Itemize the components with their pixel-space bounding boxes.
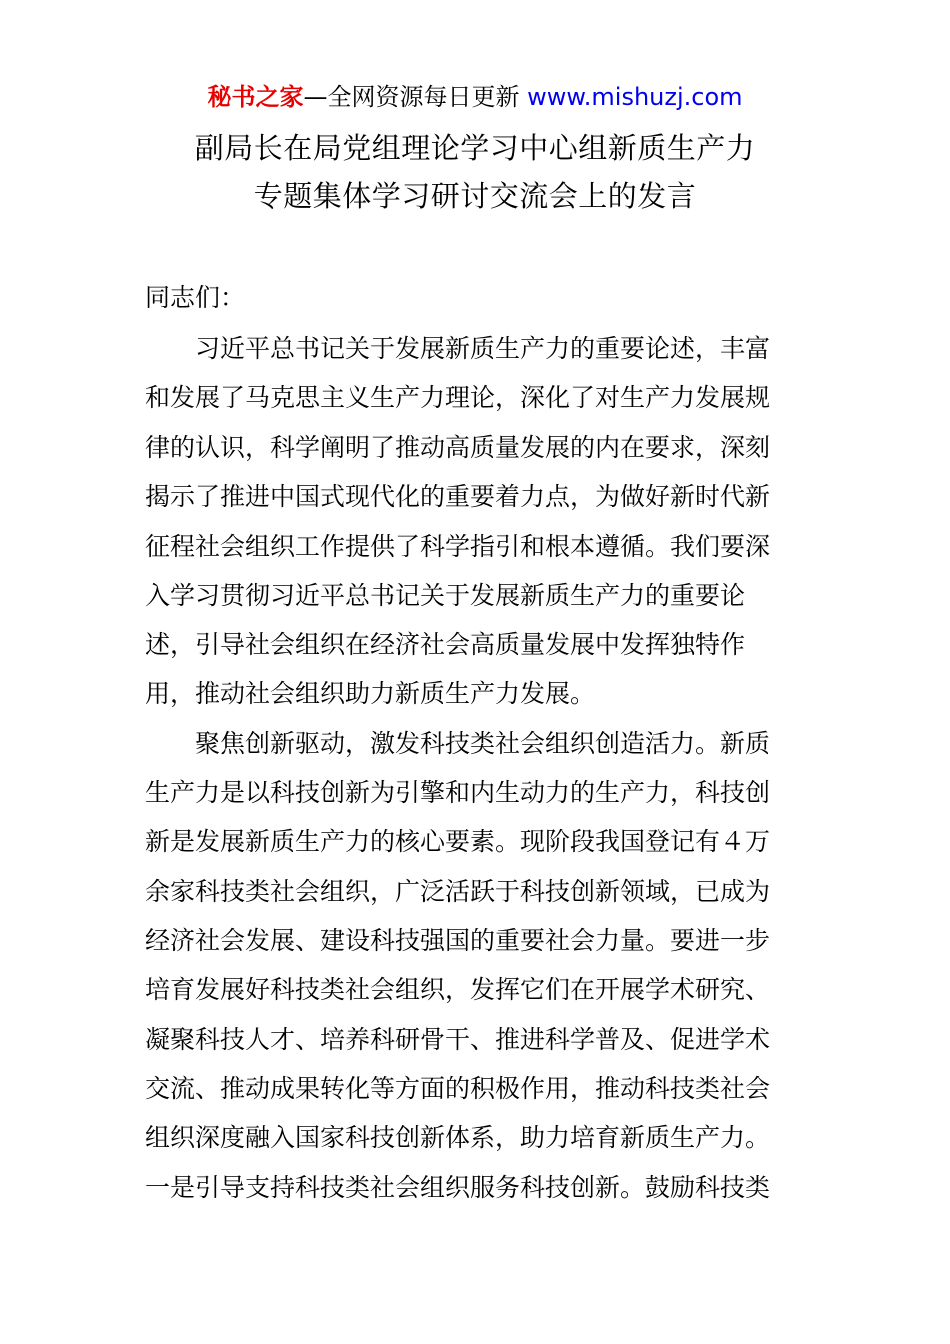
body-line: 经济社会发展、建设科技强国的重要社会力量。要进一步 <box>145 926 771 955</box>
body-line: 揭示了推进中国式现代化的重要着力点，为做好新时代新 <box>145 482 771 511</box>
body-line: 一是引导支持科技类社会组织服务科技创新。鼓励科技类 <box>145 1173 771 1202</box>
site-header <box>0 82 950 112</box>
body-line: 和发展了马克思主义生产力理论，深化了对生产力发展规 <box>145 383 771 412</box>
body-line: 新是发展新质生产力的核心要素。现阶段我国登记有４万 <box>145 827 771 856</box>
body-line: 组织深度融入国家科技创新体系，助力培育新质生产力。 <box>145 1123 771 1152</box>
body-line: 凝聚科技人才、培养科研骨干、推进科学普及、促进学术 <box>145 1025 771 1054</box>
body-line: 生产力是以科技创新为引擎和内生动力的生产力，科技创 <box>145 778 771 807</box>
body-line: 交流、推动成果转化等方面的积极作用，推动科技类社会 <box>145 1074 771 1103</box>
body-line: 入学习贯彻习近平总书记关于发展新质生产力的重要论 <box>145 581 746 610</box>
body-line: 述，引导社会组织在经济社会高质量发展中发挥独特作 <box>145 630 746 659</box>
site-url-link[interactable]: www.mishuzj.com <box>527 83 743 111</box>
body-line: 余家科技类社会组织，广泛活跃于科技创新领域，已成为 <box>145 877 771 906</box>
body-line: 培育发展好科技类社会组织，发挥它们在开展学术研究、 <box>145 975 771 1004</box>
body-line: 律的认识，科学阐明了推动高质量发展的内在要求，深刻 <box>145 433 771 462</box>
document-title-line-1: 副局长在局党组理论学习中心组新质生产力 <box>194 131 756 165</box>
body-line: 征程社会组织工作提供了科学指引和根本遵循。我们要深 <box>145 532 771 561</box>
body-line: 用，推动社会组织助力新质生产力发展。 <box>145 679 596 708</box>
brand-name: 秘书之家 <box>207 83 304 111</box>
body-line: 习近平总书记关于发展新质生产力的重要论述，丰富 <box>195 334 771 363</box>
salutation: 同志们： <box>145 283 246 312</box>
document-title-line-2: 专题集体学习研讨交流会上的发言 <box>253 179 697 213</box>
header-tagline: —全网资源每日更新 <box>303 83 528 111</box>
body-line: 聚焦创新驱动，激发科技类社会组织创造活力。新质 <box>195 729 771 758</box>
